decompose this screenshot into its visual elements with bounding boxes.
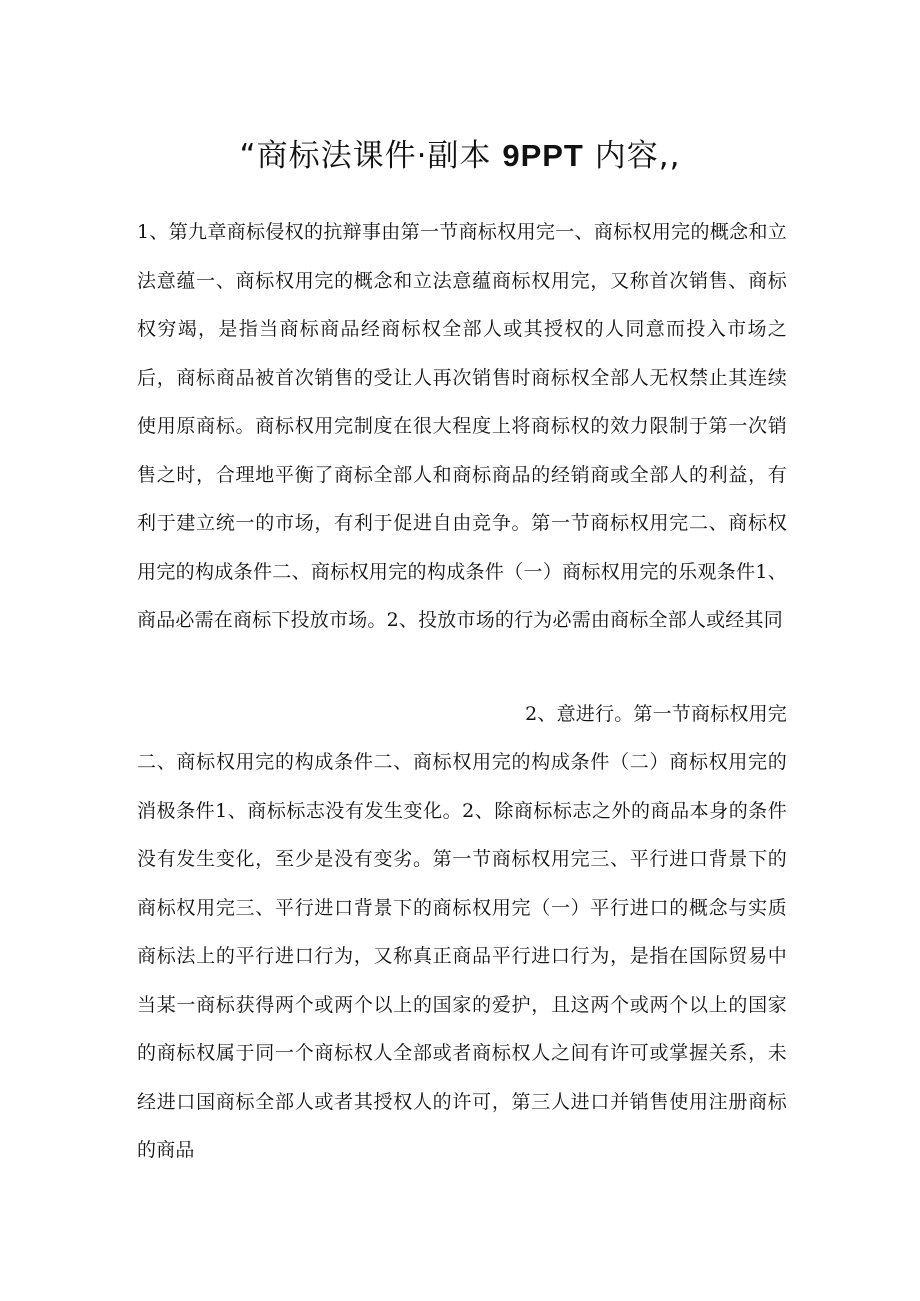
paragraph-3: 二、商标权用完的构成条件二、商标权用完的构成条件（二）商标权用完的消极条件1、商标标志没有发生变化。2、除商标标志之外的商品本身的条件没有发生变化，至少是没有变劣。第一节商标权用完三、平行进口背景下的商标权用完三、平行进口背景下的商标权用完（一）平行进口的概念与实质商标法上的平行进口行为，又称真正商品平行进口行为，是指在国际贸易中当某一商标获得两个或两个以上的国家的爱护，且这两个或两个以上的国家的商标权属于同一个商标权人全部或者商标权人之间有许可或掌握关系，未经进口国商标全部人或者其授权人的许可，第三人进口并销售使用注册商标的商品 <box>137 751 787 1161</box>
title-text-latin: 9PPT <box>502 138 584 173</box>
title-text-part2: 内容,, <box>594 138 681 174</box>
title-text-part1: “商标法课件·副本 <box>239 138 492 174</box>
page-title <box>0 130 920 182</box>
paragraph-1: 1、第九章商标侵权的抗辩事由第一节商标权用完一、商标权用完的概念和立法意蕴一、商标权用完的概念和立法意蕴商标权用完，又称首次销售、商标权穷竭，是指当商标商品经商标权全部人或其授权的人同意而投入市场之后，商标商品被首次销售的受让人再次销售时商标权全部人无权禁止其连续使用原商标。商标权用完制度在很大程度上将商标权的效力限制于第一次销售之时，合理地平衡了商标全部人和商标商品的经销商或全部人的利益，有利于建立统一的市场，有利于促进自由竞争。第一节商标权用完二、商标权用完的构成条件二、商标权用完的构成条件（一）商标权用完的乐观条件1、商品必需在商标下投放市场。2、投放市场的行为必需由商标全部人或经其同 <box>137 221 787 631</box>
paragraph-2: 2、意进行。第一节商标权用完 <box>525 703 787 725</box>
